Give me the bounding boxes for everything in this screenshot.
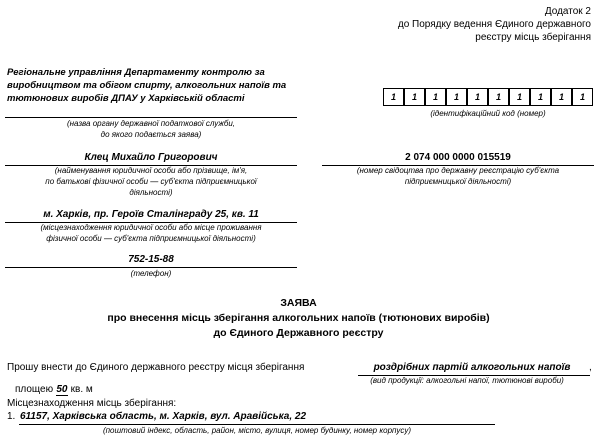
certificate-caption xyxy=(322,165,594,187)
authority-caption xyxy=(5,118,297,140)
document-title xyxy=(0,296,597,341)
applicant-caption-line-3: діяльності) xyxy=(129,188,173,197)
id-code-digit: 1 xyxy=(551,88,572,106)
product-type-value: роздрібних партій алкогольних напоїв xyxy=(373,362,571,373)
location-index: 1. xyxy=(7,411,16,422)
address-caption-line-1: (місцезнаходження юридичної особи або місце проживання xyxy=(40,223,262,232)
authority-caption-line-2: до якого подається заява) xyxy=(100,130,202,139)
id-code-digit: 1 xyxy=(446,88,467,106)
id-code-caption: (ідентифікаційний код (номер) xyxy=(430,109,546,118)
id-code-digit: 1 xyxy=(383,88,404,106)
certificate-number: 2 074 000 0000 015519 xyxy=(405,152,511,163)
area-unit: кв. м xyxy=(70,384,93,395)
address-caption-line-2: фізичної особи — суб'єкта підприємницької діяльності) xyxy=(46,234,256,243)
id-code-digit: 1 xyxy=(509,88,530,106)
area-line xyxy=(15,384,93,396)
address-caption xyxy=(5,222,297,244)
phone-value: 752-15-88 xyxy=(128,254,174,265)
appendix-header xyxy=(331,5,591,44)
id-code-digit: 1 xyxy=(404,88,425,106)
id-code-digit: 1 xyxy=(530,88,551,106)
appendix-line-3: реєстру місць зберігання xyxy=(475,32,591,43)
id-code-digit: 1 xyxy=(425,88,446,106)
applicant-caption xyxy=(5,165,297,198)
certificate-caption-line-2: підприємницької діяльності) xyxy=(404,177,512,186)
id-code-digit: 1 xyxy=(572,88,593,106)
appendix-line-1: Додаток 2 xyxy=(544,6,591,17)
applicant-caption-line-1: (найменування юридичної особи або прізвище, ім'я, xyxy=(54,166,248,175)
product-type-caption: (вид продукції: алкогольні напої, тютюнові вироби) xyxy=(370,376,564,385)
location-caption: (поштовий індекс, область, район, місто, вулиця, номер будинку, номер корпусу) xyxy=(102,426,411,435)
area-value: 50 xyxy=(56,384,68,395)
id-code-digit: 1 xyxy=(488,88,509,106)
address-value: м. Харків, пр. Героїв Сталінграду 25, кв. 11 xyxy=(43,209,259,220)
location-label: Місцезнаходження місць зберігання: xyxy=(7,398,177,409)
authority-name: Регіональне управління Департаменту контролю за виробництвом та обігом спирту, алкогольних напоїв та тютюнових виробів ДПАУ у Харківській області xyxy=(7,67,287,104)
title-line-1: ЗАЯВА xyxy=(280,297,317,309)
phone-caption: (телефон) xyxy=(130,269,172,278)
title-line-3: до Єдиного Державного реєстру xyxy=(213,327,384,339)
certificate-caption-line-1: (номер свідоцтва про державну реєстрацію суб'єкта xyxy=(356,166,560,175)
request-text: Прошу внести до Єдиного державного реєстру місця зберігання xyxy=(7,362,305,373)
title-line-2: про внесення місць зберігання алкогольних напоїв (тютюнових виробів) xyxy=(107,312,490,324)
request-comma: , xyxy=(589,362,592,373)
area-label: площею xyxy=(15,384,54,395)
authority-caption-line-1: (назва органу державної податкової служби, xyxy=(66,119,236,128)
applicant-name: Клец Михайло Григорович xyxy=(84,152,218,163)
applicant-caption-line-2: по батькові фізичної особи — суб'єкта підприємницької xyxy=(45,177,257,186)
location-value: 61157, Харківська область, м. Харків, вул. Аравійська, 22 xyxy=(20,411,307,422)
appendix-line-2: до Порядку ведення Єдиного державного xyxy=(397,19,591,30)
id-code-digit: 1 xyxy=(467,88,488,106)
